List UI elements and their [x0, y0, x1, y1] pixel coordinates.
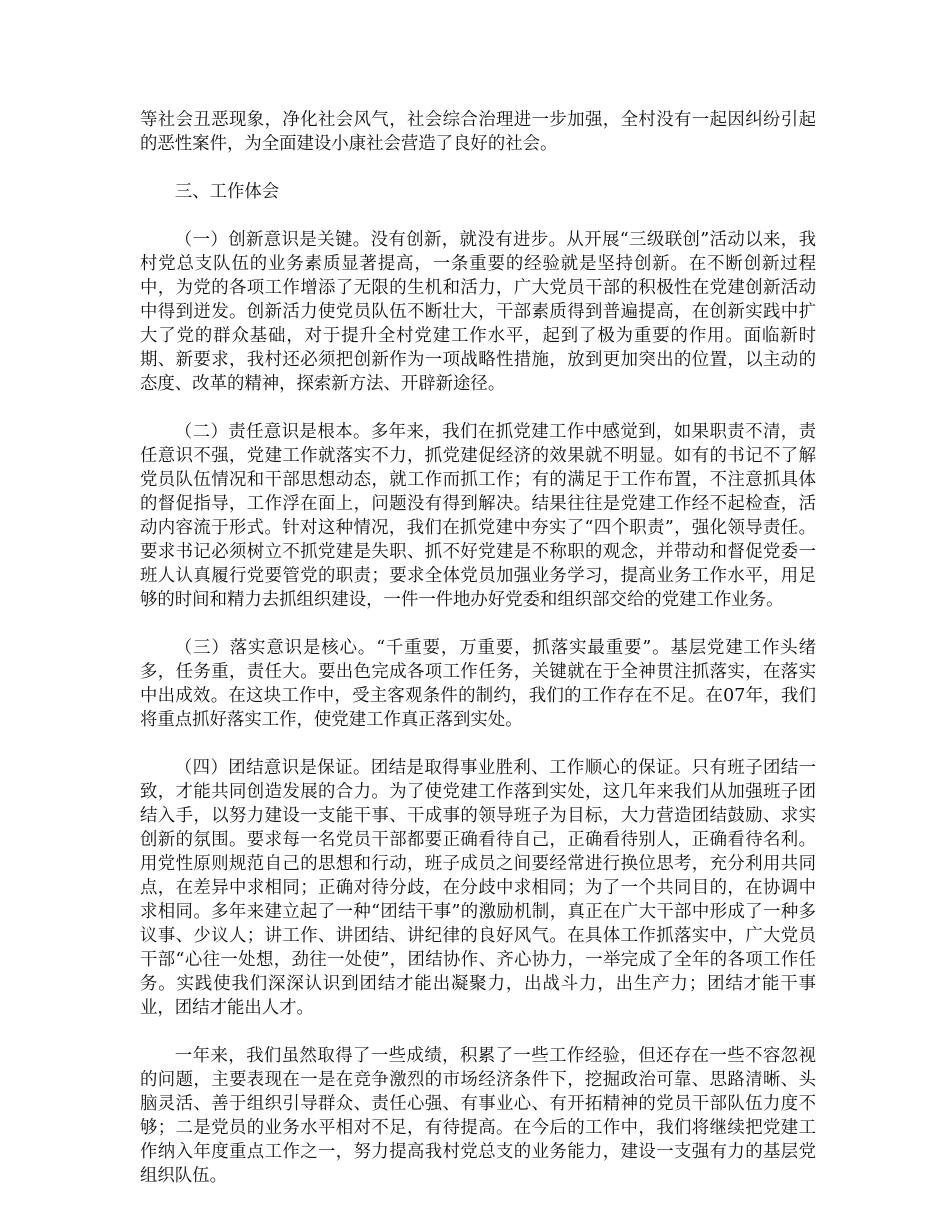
paragraph-continuation: 等社会丑恶现象，净化社会风气，社会综合治理进一步加强，全村没有一起因纠纷引起的恶性案件，为全面建设小康社会营造了良好的社会。 — [140, 110, 816, 154]
section-heading: 三、工作体会 — [174, 182, 280, 202]
paragraph-implementation: （三）落实意识是核心。“千重要，万重要，抓落实最重要”。基层党建工作头绪多，任务重，责任大。要出色完成各项工作任务，关键就在于全神贯注抓落实，在落实中出成效。在这块工作中，受主客观条件的制约，我们的工作存在不足。在07年，我们将重点抓好落实工作，使党建工作真正落到实处。 — [140, 638, 816, 730]
paragraph-unity: （四）团结意识是保证。团结是取得事业胜利、工作顺心的保证。只有班子团结一致，才能共同创造发展的合力。为了使党建工作落到实处，这几年来我们从加强班子团结入手，以努力建设一支能干事、干成事的领导班子为目标，大力营造团结鼓励、求实创新的氛围。要求每一名党员干部都要正确看待自己，正确看待别人，正确看待名利。用党性原则规范自己的思想和行动，班子成员之间要经常进行换位思考，充分利用共同点，在差异中求相同；正确对待分歧，在分歧中求相同；为了一个共同目的，在协调中求相同。多年来建立起了一种“团结干事”的激励机制，真正在广大干部中形成了一种多议事、少议人；讲工作、讲团结、讲纪律的良好风气。在具体工作抓落实中，广大党员干部“心往一处想，劲往一处使”，团结协作、齐心协力，一举完成了全年的各项工作任务。实践使我们深深认识到团结才能出凝聚力，出战斗力，出生产力；团结才能干事业，团结才能出人才。 — [140, 758, 816, 1018]
document-body — [140, 108, 816, 1212]
paragraph-innovation: （一）创新意识是关键。没有创新，就没有进步。从开展“三级联创”活动以来，我村党总支队伍的业务素质显著提高，一条重要的经验就是坚持创新。在不断创新过程中，为党的各项工作增添了无限的生机和活力，广大党员干部的积极性在党建创新活动中得到迸发。创新活力使党员队伍不断壮大，干部素质得到普遍提高，在创新实践中扩大了党的群众基础，对于提升全村党建工作水平，起到了极为重要的作用。面临新时期、新要求，我村还必须把创新作为一项战略性措施，放到更加突出的位置，以主动的态度、改革的精神，探索新方法、开辟新途径。 — [140, 230, 816, 394]
paragraph-responsibility: （二）责任意识是根本。多年来，我们在抓党建工作中感觉到，如果职责不清，责任意识不强，党建工作就落实不力，抓党建促经济的效果就不明显。如有的书记不了解党员队伍情况和干部思想动态，就工作而抓工作；有的满足于工作布置，不注意抓具体的督促指导，工作浮在面上，问题没有得到解决。结果往往是党建工作经不起检查，活动内容流于形式。针对这种情况，我们在抓党建中夯实了“四个职责”，强化领导责任。要求书记必须树立不抓党建是失职、抓不好党建是不称职的观念，并带动和督促党委一班人认真履行党要管党的职责；要求全体党员加强业务学习，提高业务工作水平，用足够的时间和精力去抓组织建设，一件一件地办好党委和组织部交给的党建工作业务。 — [140, 422, 816, 610]
paragraph-conclusion: 一年来，我们虽然取得了一些成绩，积累了一些工作经验，但还存在一些不容忽视的问题，主要表现在一是在竞争激烈的市场经济条件下，挖掘政治可靠、思路清晰、头脑灵活、善于组织引导群众、责任心强、有事业心、有开拓精神的党员干部队伍力度不够；二是党员的业务水平相对不足，有待提高。在今后的工作中，我们将继续把党建工作纳入年度重点工作之一，努力提高我村党总支的业务能力，建设一支强有力的基层党组织队伍。 — [140, 1046, 816, 1186]
